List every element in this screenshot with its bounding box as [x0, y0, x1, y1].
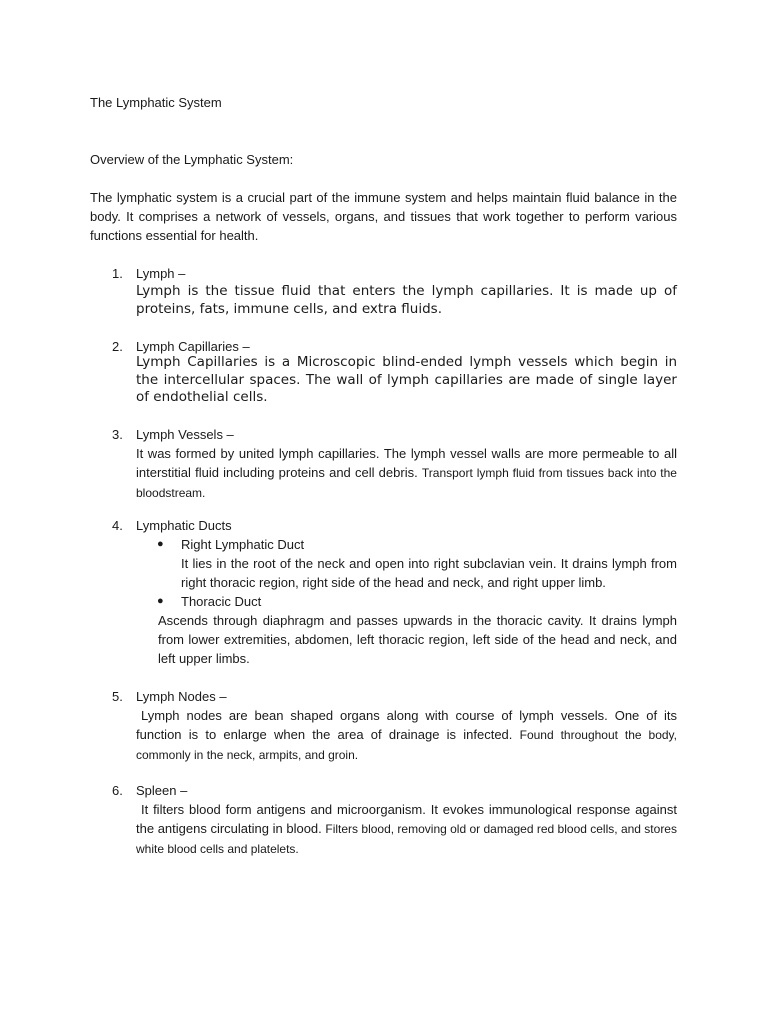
item-body-text: Lymph nodes are bean shaped organs along with course of lymph vessels. One of its function is to enlarge when the area of drainage is infected. [136, 708, 677, 742]
item-body-lymph-vessels [136, 444, 677, 503]
item-number: 3. [112, 427, 123, 442]
sub-body-right-lymphatic-duct: It lies in the root of the neck and open into right subclavian vein. It drains lymph from right thoracic region, right side of the head and neck, and right upper limb. [181, 556, 677, 590]
document-title: The Lymphatic System [90, 95, 222, 110]
item-body-extra: Filters blood, removing old or damaged red blood cells, and stores white blood cells and platelets. [136, 822, 677, 856]
intro-paragraph: The lymphatic system is a crucial part of the immune system and helps maintain fluid balance in the body. It comprises a network of vessels, organs, and tissues that work together to perform various functions essential for health. [90, 190, 677, 243]
bullet-icon: ● [157, 595, 164, 607]
overview-heading: Overview of the Lymphatic System: [90, 152, 294, 167]
item-body-lymph: Lymph is the tissue fluid that enters the lymph capillaries. It is made up of proteins, fats, immune cells, and extra fluids. [136, 283, 677, 317]
item-heading-lymph-capillaries: Lymph Capillaries – [136, 339, 250, 354]
item-body-extra: Found throughout the body, commonly in the neck, armpits, and groin. [136, 728, 677, 762]
item-heading-lymph-vessels: Lymph Vessels – [136, 427, 234, 442]
item-heading-lymph: Lymph – [136, 266, 186, 281]
sub-body-thoracic-duct: Ascends through diaphragm and passes upwards in the thoracic cavity. It drains lymph from lower extremities, abdomen, left thoracic region, left side of the head and neck, and left upper limbs. [158, 613, 677, 666]
item-body-spleen [136, 800, 677, 859]
sub-heading-right-lymphatic-duct: Right Lymphatic Duct [181, 537, 305, 552]
item-body-text: It filters blood form antigens and microorganism. It evokes immunological response against the antigens circulating in blood. [136, 802, 677, 836]
bullet-icon: ● [157, 538, 164, 550]
item-heading-lymphatic-ducts: Lymphatic Ducts [136, 518, 232, 533]
item-number: 6. [112, 783, 123, 798]
item-number: 2. [112, 339, 123, 354]
item-number: 1. [112, 266, 123, 281]
item-body-lymph-capillaries: Lymph Capillaries is a Microscopic blind-ended lymph vessels which begin in the intercellular spaces. The wall of lymph capillaries are made of single layer of endothelial cells. [136, 354, 677, 405]
item-number: 4. [112, 518, 123, 533]
item-number: 5. [112, 689, 123, 704]
item-body-lymph-nodes [136, 706, 677, 765]
sub-heading-thoracic-duct: Thoracic Duct [181, 594, 262, 609]
item-body-text: It was formed by united lymph capillaries. The lymph vessel walls are more permeable to all interstitial fluid including proteins and cell debris. [136, 446, 677, 480]
item-heading-spleen: Spleen – [136, 783, 188, 798]
item-body-extra: Transport lymph fluid from tissues back into the bloodstream. [136, 466, 677, 500]
item-heading-lymph-nodes: Lymph Nodes – [136, 689, 227, 704]
